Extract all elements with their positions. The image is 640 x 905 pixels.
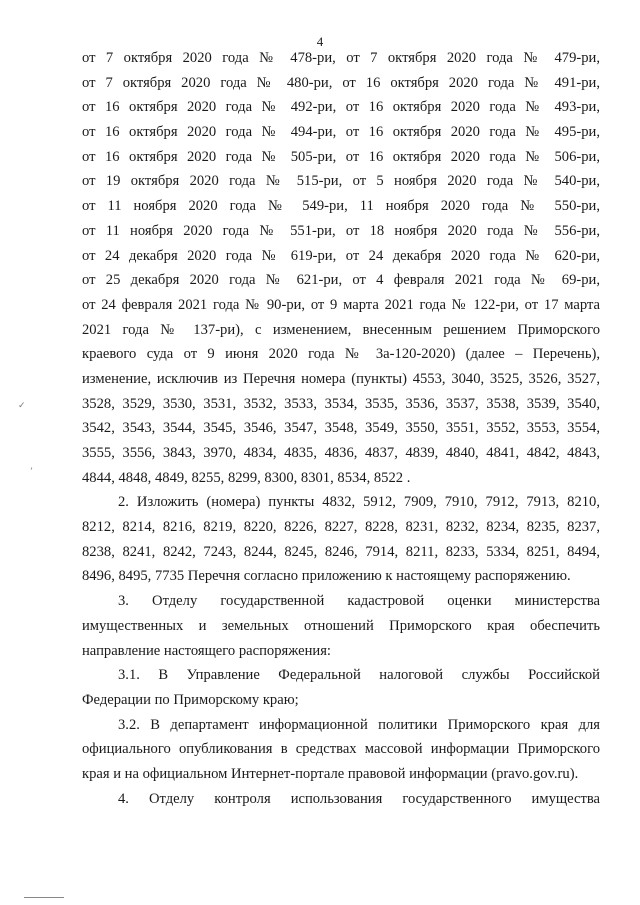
text-line: 3528, 3529, 3530, 3531, 3532, 3533, 3534, 3535, 3536, 3537, 3538, 3539, 3540, bbox=[82, 395, 600, 412]
text-line: от 24 февраля 2021 года № 90-ри, от 9 марта 2021 года № 122-ри, от 17 марта bbox=[82, 296, 600, 313]
text-line: 8212, 8214, 8216, 8219, 8220, 8226, 8227, 8228, 8231, 8232, 8234, 8235, 8237, bbox=[82, 519, 600, 536]
text-line: от 11 ноября 2020 года № 549-ри, 11 ноября 2020 года № 550-ри, bbox=[82, 198, 600, 215]
text-line: от 7 октября 2020 года № 480-ри, от 16 октября 2020 года № 491-ри, bbox=[82, 74, 600, 91]
document-body bbox=[82, 46, 600, 811]
page-number: 4 bbox=[316, 34, 324, 49]
text-line: имущественных и земельных отношений Приморского края обеспечить bbox=[82, 617, 600, 634]
text-line: от 16 октября 2020 года № 505-ри, от 16 октября 2020 года № 506-ри, bbox=[82, 148, 600, 165]
margin-mark: ✓ bbox=[18, 400, 26, 410]
text-line: от 19 октября 2020 года № 515-ри, от 5 ноября 2020 года № 540-ри, bbox=[82, 173, 600, 190]
text-line: от 16 октября 2020 года № 492-ри, от 16 октября 2020 года № 493-ри, bbox=[82, 99, 600, 116]
text-line: от 11 ноября 2020 года № 551-ри, от 18 ноября 2020 года № 556-ри, bbox=[82, 222, 600, 239]
text-line: направление настоящего распоряжения: bbox=[82, 642, 331, 659]
text-line: 3542, 3543, 3544, 3545, 3546, 3547, 3548, 3549, 3550, 3551, 3552, 3553, 3554, bbox=[82, 420, 600, 437]
text-line: 3555, 3556, 3843, 3970, 4834, 4835, 4836, 4837, 4839, 4840, 4841, 4842, 4843, bbox=[82, 445, 600, 461]
text-line: Федерации по Приморскому краю; bbox=[82, 691, 299, 708]
text-line: от 25 декабря 2020 года № 621-ри, от 4 февраля 2021 года № 69-ри, bbox=[82, 272, 600, 289]
text-line: официального опубликования в средствах массовой информации Приморского bbox=[82, 741, 600, 758]
text-line: 3.1. В Управление Федеральной налоговой службы Российской bbox=[118, 667, 600, 684]
margin-mark: ʼ bbox=[30, 466, 33, 476]
text-line: от 7 октября 2020 года № 478-ри, от 7 октября 2020 года № 479-ри, bbox=[82, 50, 600, 66]
text-line: края и на официальном Интернет-портале правовой информации (pravo.gov.ru). bbox=[82, 765, 579, 782]
text-line: 4844, 4848, 4849, 8255, 8299, 8300, 8301, 8534, 8522 . bbox=[82, 469, 411, 486]
text-line: 8238, 8241, 8242, 7243, 8244, 8245, 8246, 7914, 8211, 8233, 5334, 8251, 8494, bbox=[82, 543, 600, 560]
text-line: 3. Отделу государственной кадастровой оценки министерства bbox=[118, 593, 600, 610]
text-line: 2021 года № 137-ри), с изменением, внесенным решением Приморского bbox=[82, 321, 600, 338]
text-line: изменение, исключив из Перечня номера (пункты) 4553, 3040, 3525, 3526, 3527, bbox=[82, 370, 600, 387]
text-line: от 16 октября 2020 года № 494-ри, от 16 октября 2020 года № 495-ри, bbox=[82, 124, 600, 141]
text-line: 2. Изложить (номера) пункты 4832, 5912, 7909, 7910, 7912, 7913, 8210, bbox=[118, 494, 600, 511]
text-line: от 24 декабря 2020 года № 619-ри, от 24 декабря 2020 года № 620-ри, bbox=[82, 247, 600, 264]
text-line: 3.2. В департамент информационной политики Приморского края для bbox=[118, 716, 600, 733]
text-line: 4. Отделу контроля использования государственного имущества bbox=[118, 790, 600, 807]
text-line: 8496, 8495, 7735 Перечня согласно приложению к настоящему распоряжению. bbox=[82, 568, 571, 585]
footer-rule bbox=[24, 897, 64, 898]
text-line: краевого суда от 9 июня 2020 года № 3а-120-2020) (далее – Перечень), bbox=[82, 346, 600, 363]
